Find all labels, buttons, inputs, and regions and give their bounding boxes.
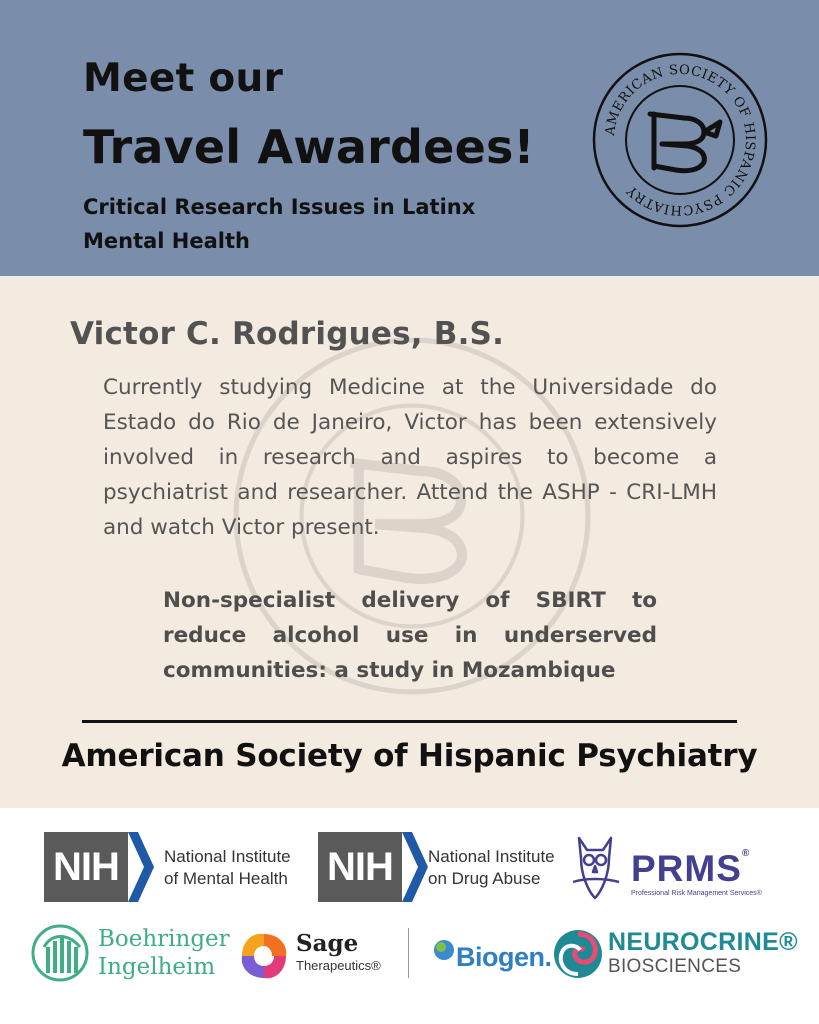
prms-registered: ® [741, 848, 751, 859]
nih-chevron-icon [402, 832, 428, 902]
biogen-sphere-icon [432, 938, 456, 962]
neurocrine-subtitle: BIOSCIENCES [608, 956, 742, 977]
biogen-logo [432, 934, 552, 980]
nimh-line-1: National Institute [164, 847, 291, 866]
awardee-name: Victor C. Rodrigues, B.S. [70, 316, 505, 352]
nimh-line-2: of Mental Health [164, 869, 288, 888]
boehringer-line-1: Boehringer [98, 926, 230, 952]
nimh-logo [44, 832, 314, 902]
sponsor-logos [0, 808, 819, 1024]
neurocrine-spiral-icon [552, 928, 604, 980]
boehringer-emblem-icon [30, 923, 90, 983]
sage-therapeutics-logo [238, 928, 398, 984]
owl-icon [565, 832, 625, 902]
boehringer-line-2: Ingelheim [98, 954, 216, 980]
biogen-name: Biogen. [456, 942, 552, 972]
nih-chevron-icon [128, 832, 154, 902]
event-subtitle: Critical Research Issues in Latinx Mental Health [83, 195, 476, 253]
neurocrine-name: NEUROCRINE® [608, 928, 798, 956]
nida-logo [318, 832, 568, 902]
header-banner [0, 0, 819, 276]
nih-mark: NIH [44, 832, 128, 902]
ashp-seal-logo [592, 52, 768, 228]
nida-line-1: National Institute [428, 847, 555, 866]
headline-line-1: Meet our [83, 56, 284, 101]
boehringer-ingelheim-logo [30, 923, 235, 985]
sponsor-divider [408, 928, 409, 978]
sage-name: Sage [296, 930, 359, 957]
prms-logo [565, 828, 780, 908]
awardee-bio: Currently studying Medicine at the Universidade do Estado do Rio de Janeiro, Victor has been extensively involved in research and aspires to become a psychiatrist and researcher. Attend the ASHP - CRI-LMH and watch Victor present. [103, 375, 717, 540]
prms-name: PRMS [631, 848, 742, 889]
organization-name: American Society of Hispanic Psychiatry [61, 738, 758, 774]
awardee-section [0, 276, 819, 808]
prms-tagline: Professional Risk Management Services® [631, 890, 762, 897]
seal-ring-text: AMERICAN SOCIETY OF HISPANIC PSYCHIATRY [603, 62, 758, 218]
dove-emblem-icon [650, 114, 720, 171]
sage-swirl-icon [238, 930, 290, 982]
neurocrine-logo [552, 924, 807, 984]
divider-rule [82, 720, 737, 723]
nida-line-2: on Drug Abuse [428, 869, 541, 888]
nih-mark: NIH [318, 832, 402, 902]
presentation-title: Non-specialist delivery of SBIRT to reduce alcohol use in underserved communities: a study in Mozambique [163, 588, 657, 683]
sage-subtitle: Therapeutics® [296, 958, 381, 973]
headline-line-2: Travel Awardees! [83, 120, 535, 174]
